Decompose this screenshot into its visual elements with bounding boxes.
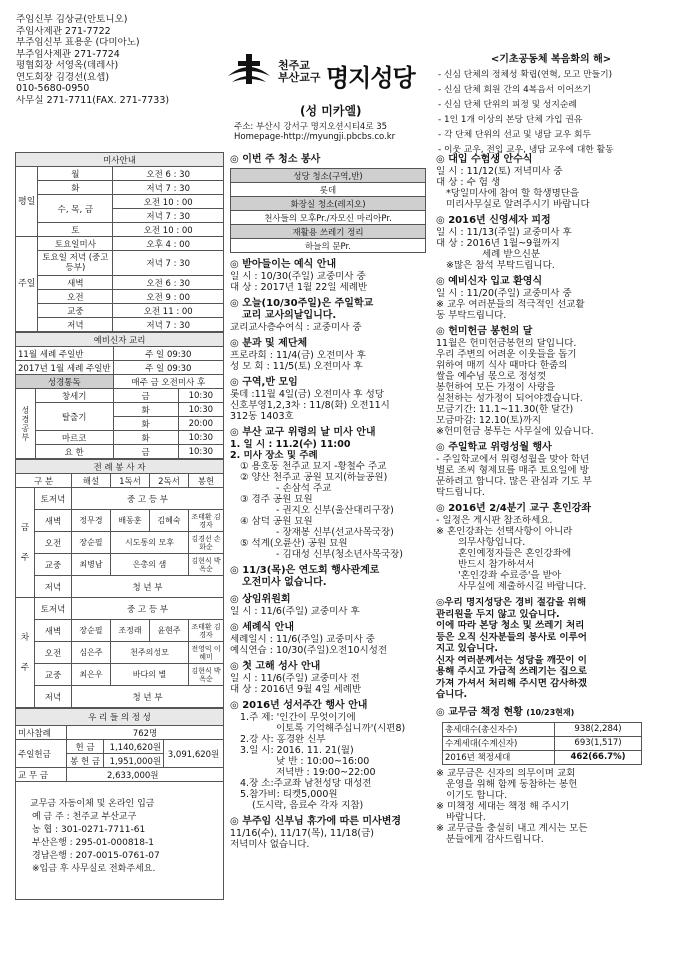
offering-sub: 봉 헌 금	[67, 754, 104, 768]
section-line: '혼인강좌 수료증'을 받아	[458, 570, 562, 581]
right-column: ◎ 대입 수험생 안수식 일 시 : 11/12(토) 저녁미사 중 대 상 : 수 험 생 *당일미사에 참여 할 학생명단을 미리사무실로 알려주시기 바랍니다 ◎ 2016년 신영세자 피정 일 시 : 11/13(주일) 교중미사 후 대 상 : 2016년 1월~9월까지 세례 받으신분 ※많은 참석 부탁드립니다. ◎ 예비신자 입교 환영식 일 시 : 11/20(주일) 교중미사 중 ※ 교우 여러분들의 적극적인 선교활 동 부탁드립니다. ◎ 헌미헌금 봉헌의 달 11월은 헌미헌금봉헌의 달입니다. 우리 주변의 어려운 이웃들을 돕기 위하여 매끼 식사 때마다 한줌의 쌀을 예수님 몫으로 정성껏 봉헌하여 모든 가정이 사랑을 실천하는 성가정이 되어야겠습니다. 모금기간: 11.1~11.30(한 달간) 모금마감: 12.10(토)까지 ※헌미헌금 봉투는 사무실에 있습니다. ◎ 주일학교 위령성월 행사 - 주일학교에서 위령성월을 맞아 학년 별로 조씨 형제묘를 매주 토요일에 방 문하려고 합니다. 많은 관심과 기도 부 탁드립니다. ◎ 2016년 2/4분기 교구 혼인강좌 - 일정은 게시판 참조하세요. ※ 혼인강좌는 선택사항이 아니라 의무사항입니다. 혼인예정자들은 혼인강좌에 반드시 참가하셔서 '혼인강좌 수료증'을 받아 사무실에 제출하시길 바랍니다. ◎우리 명지성당은 경비 절감을 위해 관리원을 두지 않고 있습니다. 이에 따라 본당 청소 및 쓰레기 처리 등은 오직 신자분들의 봉사로 이루어 지고 있습니다. 신자 여러분께서는 성당을 깨끗이 이 용해 주시고 가급적 쓰레기는 집으로 가져 가셔서 처리해 주시면 감사하겠 습니다. ◎ 교무금 책정 현황 (10/23현재) 총세대수(총신자수) 938(2,284) 수계세대(수계신자) 693(1,517) 2016년 책정세대 462(66.7%) ※ 교무금은 신자의 의무이며 교회 운영을 위해 함께 동참하는 봉헌 이기도 합니다. ※ 미책정 세대는 책정 해 주시기 바랍니다. ※ 교무금을 충실히 내고 계시는 모든 분들에게 감사드립니다.	[436, 154, 668, 845]
notice-line: 용해 주시고 가급적 쓰레기는 집으로	[436, 666, 587, 677]
section-title: 부산 교구 위령의 날 미사 안내	[242, 427, 376, 438]
servers-name: 심은주	[72, 642, 111, 664]
servers-title: 전 례 봉 사 자	[16, 460, 224, 474]
section-line: ※헌미헌금 봉투는 사무실에 있습니다.	[436, 426, 594, 437]
staff-name: 표용운 (다미아노)	[64, 37, 140, 48]
servers-header: 1독서	[111, 474, 150, 488]
servers-name: 조태환 김경자	[189, 620, 224, 642]
staff-role: 주임신부	[16, 14, 53, 25]
servers-header: 구 분	[16, 474, 72, 488]
diocese-small: 천주교	[278, 59, 310, 72]
staff-row	[16, 60, 224, 72]
staff-role: 평협회장	[16, 60, 53, 71]
section-line: 일 시 : 11/12(토) 저녁미사 중	[436, 166, 563, 177]
notice-line: 관리원을 두지 않고 있습니다.	[436, 608, 560, 620]
tithe-value: 693(1,517)	[555, 736, 642, 750]
bank-line: 교무금 자동이체 및 온라인 입금	[30, 799, 155, 809]
servers-name: 김현식 박옥순	[189, 554, 224, 576]
section-line: - 손삼석 주교	[276, 483, 332, 494]
servers-name: 최은우	[72, 664, 111, 686]
tithe-value: 462(66.7%)	[555, 750, 642, 764]
bank-line: 부산은행 : 295-01-000818-1	[32, 838, 154, 848]
staff-row	[16, 95, 224, 107]
section-title: 부주임 신부님 휴가에 따른 미사변경	[242, 816, 402, 827]
servers-name: 시도통의 모후	[111, 532, 189, 554]
tithe-key: 총세대수(총신자수)	[443, 722, 555, 736]
section-line: - 김대성 신부(청소년사목국장)	[276, 549, 404, 560]
offering-total: 3,091,620원	[164, 740, 224, 768]
section-title: 분과 및 제단체	[242, 338, 308, 349]
staff-role: 부주임사제관	[16, 48, 72, 60]
section-title: 세례식 안내	[242, 622, 295, 633]
offering-sub: 헌 금	[67, 740, 104, 754]
section-line: 대 상 : 2017년 1월 22일 세례반	[230, 282, 368, 293]
diocese-name: 부산교구	[278, 71, 321, 84]
section-line: 반드시 참가하셔서	[458, 559, 535, 570]
notice-section: ◎ 부산 교구 위령의 날 미사 안내 1. 일 시 : 11.2(수) 11:00 2. 미사 장소 및 주례 ① 용호동 천주교 묘지 -황철수 주교 ② 양산 천주교 공원 묘지(하늘공원) - 손삼석 주교 ③ 경주 공원 묘원 - 권지오 신부(울산대리구장) ④ 삼덕 공원 묘원 - 장재봉 신부(선교사목국장) ⑤ 석계(오륜산) 공원 묘원 - 김대성 신부(청소년사목국장)	[230, 427, 426, 560]
notice-section: ◎ 대입 수험생 안수식 일 시 : 11/12(토) 저녁미사 중 대 상 : 수 험 생 *당일미사에 참여 할 학생명단을 미리사무실로 알려주시기 바랍니다	[436, 154, 668, 210]
section-line: 교리교사층수여식 : 교중미사 중	[230, 322, 362, 333]
section-line: 모금기간: 11.1~11.30(한 달간)	[436, 404, 574, 415]
mass-time: 오전 6 : 30	[113, 276, 224, 290]
section-line: 일 시 : 11/20(주일) 교중미사 중	[436, 288, 572, 299]
section-line: 쌀을 예수님 몫으로 정성껏	[436, 371, 547, 382]
weekday-label: 평일	[16, 167, 38, 237]
notice-line: 신자 여러분께서는 성당을 깨끗이 이	[436, 654, 587, 666]
week-label: 금	[20, 522, 30, 533]
section-line: 예식연습 : 10/30(주일)오전10시성전	[230, 645, 388, 656]
section-line: 문하려고 합니다. 많은 관심과 기도 부	[436, 476, 592, 487]
mass-day: 월	[38, 167, 113, 181]
section-line: 낮 반 : 10:00~16:00	[276, 756, 370, 767]
tithe-note: ※ 교무금은 신자의 의무이며 교회	[436, 767, 576, 779]
section-line: 이토록 기억해주십니까'(시편8)	[276, 723, 406, 734]
mass-time: 저녁 7 : 30	[113, 251, 224, 276]
servers-name: 김혜숙	[150, 510, 189, 532]
notice-section: ◎ 부주임 신부님 휴가에 따른 미사변경 11/16(수), 11/17(목), 11/18(금) 저녁미사 없습니다.	[230, 816, 426, 850]
servers-name: 장순필	[72, 532, 111, 554]
servers-name: 정무경	[72, 510, 111, 532]
bible-study-label: 성경공부	[16, 389, 36, 459]
prayer-item: - 신심 단체 회원 간의 4복음서 이어쓰기	[438, 85, 592, 95]
mass-day: 저녁	[38, 318, 113, 332]
tithe-note: 운영을 위해 함께 동참하는 봉헌	[446, 778, 578, 790]
section-line: *당일미사에 참여 할 학생명단을	[446, 188, 580, 199]
cleaning-title: 이번 주 청소 봉사	[242, 154, 321, 165]
section-title: 2016년 2/4분기 교구 혼인강좌	[448, 503, 592, 514]
section-line: 2. 미사 장소 및 주례	[230, 450, 318, 461]
section-line: 실천하는 성가정이 되어야겠습니다.	[436, 393, 583, 404]
prayer-item: - 신심 단체의 정체성 확립(연혁, 모고 만들기)	[438, 70, 613, 80]
servers-name: 바다의 별	[111, 664, 189, 686]
tithe-note: 바랍니다.	[446, 811, 486, 823]
staff-role: 연도회장	[16, 71, 53, 83]
section-line: - 주일학교에서 위령성월을 맞아 학년	[436, 454, 590, 465]
mass-day: 토	[38, 223, 113, 237]
prayer-item: - 각 단체 단위의 선교 및 냉담 교우 회두	[438, 130, 592, 140]
left-column	[15, 152, 224, 900]
servers-slot: 오전	[35, 642, 72, 664]
section-line: 별로 조씨 형제묘를 매주 토요일에 방	[436, 465, 589, 476]
offering-sub-value: 1,951,000원	[104, 754, 164, 768]
section-line: 4.장 소:주교좌 남천성당 대성전	[240, 778, 372, 789]
staff-name: 271-7724	[74, 48, 120, 60]
staff-name: 271-7722	[64, 25, 111, 37]
mass-time: 오전 10 : 00	[113, 195, 224, 209]
offering-key: 미사참례	[16, 726, 67, 740]
notice-section: ◎ 주일학교 위령성월 행사 - 주일학교에서 위령성월을 맞아 학년 별로 조씨 형제묘를 매주 토요일에 방 문하려고 합니다. 많은 관심과 기도 부 탁드립니다.	[436, 442, 668, 498]
study-day: 금	[113, 389, 178, 403]
prayer-item: - 신심 단체 단위의 피정 및 성지순례	[438, 100, 577, 110]
catechumen-time: 주 일 09:30	[113, 361, 223, 375]
offering-sub-value: 1,140,620원	[104, 740, 164, 754]
servers-name: 김경선 손화순	[189, 532, 224, 554]
tithe-note: ※ 교무금을 충실히 내고 계시는 모든	[436, 822, 588, 834]
section-line: 대 상 : 2016년 9월 4일 세례반	[230, 684, 362, 695]
mass-day: 화	[38, 181, 113, 195]
section-title: 예비신자 입교 환영식	[448, 276, 543, 287]
servers-slot: 토저녁	[35, 598, 72, 620]
section-line: 사무실에 제출하시길 바랍니다.	[458, 581, 587, 592]
section-line: 저녁반 : 19:00~22:00	[276, 767, 376, 778]
servers-group: 중 고 등 부	[72, 488, 224, 510]
section-line: 11/16(수), 11/17(목), 11/18(금)	[230, 828, 374, 839]
staff-row	[16, 72, 224, 84]
notice-section: ◎ 세례식 안내 세례일시 : 11/6(주일) 교중미사 중 예식연습 : 10/30(주일)오전10시성전	[230, 622, 426, 656]
staff-name: 김경선(요셉)	[55, 71, 110, 83]
servers-group: 중 고 등 부	[72, 598, 224, 620]
notice-section: ◎ 2016년 2/4분기 교구 혼인강좌 - 일정은 게시판 참조하세요. ※ 혼인강좌는 선택사항이 아니라 의무사항입니다. 혼인예정자들은 혼인강좌에 반드시 참가하셔서 '혼인강좌 수료증'을 받아 사무실에 제출하시길 바랍니다.	[436, 503, 668, 592]
notice-section: ◎ 11/3(목)은 연도회 행사관계로 오전미사 없습니다.	[230, 565, 426, 589]
section-line: ⑤ 석계(오륜산) 공원 묘원	[240, 538, 348, 549]
section-line: 세례일시 : 11/6(주일) 교중미사 중	[230, 634, 375, 645]
section-line: ※많은 참석 부탁드립니다.	[446, 260, 555, 271]
section-line: 일 시 : 11/13(주일) 교중미사 후	[436, 227, 572, 238]
parish-subtitle: (성 미카엘)	[300, 104, 362, 118]
study-time: 10:30	[178, 431, 223, 445]
section-line: 대 상 : 2016년 1월~9월까지	[436, 238, 560, 249]
study-day: 금	[113, 445, 178, 459]
parish-name: 명지성당	[326, 64, 415, 92]
section-title: 2016년 성서주간 행사 안내	[242, 700, 368, 711]
tithe-value: 938(2,284)	[555, 722, 642, 736]
study-book: 탈출기	[35, 403, 113, 431]
section-title: 구역,반 모임	[242, 377, 298, 388]
study-time: 10:30	[178, 403, 223, 417]
servers-header: 2독서	[150, 474, 189, 488]
section-line: ③ 경주 공원 묘원	[240, 494, 313, 505]
servers-slot: 새벽	[35, 510, 72, 532]
study-day: 화	[113, 403, 178, 417]
parish-address: 주소: 부산시 강서구 명지오션시티4로 35	[234, 122, 388, 132]
staff-list	[16, 14, 224, 106]
study-book: 요 한	[35, 445, 113, 459]
section-title: 11/3(목)은 연도회 행사관계로	[242, 565, 380, 576]
tithe-key: 2016년 책정세대	[443, 750, 555, 764]
offering-value: 762명	[67, 726, 224, 740]
bank-line: 농 협 : 301-0271-7711-61	[32, 825, 146, 835]
section-line: 의무사항입니다.	[458, 537, 526, 548]
section-line: 롯데 :11월 4일(금) 오전미사 후 성당	[230, 389, 384, 400]
notice-section: ◎ 헌미헌금 봉헌의 달 11월은 헌미헌금봉헌의 달입니다. 우리 주변의 어려운 이웃들을 돕기 위하여 매끼 식사 때마다 한줌의 쌀을 예수님 몫으로 정성껏 봉헌하여 모든 가정이 사랑을 실천하는 성가정이 되어야겠습니다. 모금기간: 11.1~11.30(한 달간) 모금마감: 12.10(토)까지 ※헌미헌금 봉투는 사무실에 있습니다.	[436, 326, 668, 437]
servers-slot: 토저녁	[35, 488, 72, 510]
mass-time: 오전 11 : 00	[113, 304, 224, 318]
servers-name: 김현식 박옥순	[189, 664, 224, 686]
mass-time: 저녁 7 : 30	[113, 318, 224, 332]
section-line: 성 모 회 : 11/5(토) 오전미사 후	[230, 361, 363, 372]
section-line: 봉헌하여 모든 가정이 사랑을	[436, 382, 556, 393]
notice-line: ◎우리 명지성당은 경비 절감을 위해	[436, 597, 586, 608]
section-line: 위하여 매끼 식사 때마다 한줌의	[436, 360, 568, 371]
notice-section: ◎ 구역,반 모임 롯데 :11월 4일(금) 오전미사 후 성당 신호부영1,2,3차 : 11/8(화) 오전11시 312동 1403호	[230, 377, 426, 422]
mass-time: 오전 9 : 00	[113, 290, 224, 304]
study-day: 화	[113, 431, 178, 445]
section-line: 프로라회 : 11/4(금) 오전미사 후	[230, 350, 366, 361]
servers-name: 천주의성모	[111, 642, 189, 664]
offering-key: 교 무 금	[16, 768, 67, 782]
notice-line: 지고 있습니다.	[436, 643, 498, 654]
staff-role: 사무실	[16, 94, 44, 106]
servers-header: 해설	[72, 474, 111, 488]
servers-name: 장순필	[72, 620, 111, 642]
staff-row	[16, 14, 224, 26]
section-line: ① 용호동 천주교 묘지 -황철수 주교	[240, 461, 387, 472]
section-line: (도시락, 음료수 각자 지참)	[252, 800, 364, 811]
section-line: 세례 받으신분	[482, 249, 541, 260]
week-label: 차	[20, 632, 30, 643]
study-time: 10:30	[178, 445, 223, 459]
servers-slot: 저녁	[35, 686, 72, 708]
section-line: ② 양산 천주교 공원 묘지(하늘공원)	[240, 472, 388, 483]
section-line: - 권지오 신부(울산대리구장)	[276, 505, 394, 516]
section-line: ※ 교우 여러분들의 적극적인 선교활	[436, 299, 585, 310]
section-title-2: 오전미사 없습니다.	[242, 577, 327, 588]
notice-section: ◎ 첫 고해 성사 안내 일 시 : 11/6(주일) 교중미사 전 대 상 : 2016년 9월 4일 세례반	[230, 661, 426, 695]
prayer-item: - 이웃 교우, 전입 교우, 냉담 교우에 대한 활동	[438, 145, 614, 155]
servers-group: 청 년 부	[72, 686, 224, 708]
section-title: 오늘(10/30주일)은 주일학교	[242, 298, 374, 309]
mass-day: 수, 목, 금	[38, 195, 113, 223]
section-title-2: 교리 교사의날입니다.	[242, 310, 337, 321]
section-line: - 일정은 게시판 참조하세요.	[436, 515, 553, 526]
catechumen-title: 예비신자 교리	[16, 333, 224, 347]
mass-time: 오전 10 : 00	[113, 223, 224, 237]
mass-title: 미사안내	[16, 153, 224, 167]
mass-day: 오전	[38, 290, 113, 304]
prayer-item: - 1인 1개 이상의 본당 단체 가입 권유	[438, 115, 583, 125]
mass-time: 저녁 7 : 30	[113, 209, 224, 223]
tithe-note: 분들에게 감사드립니다.	[446, 833, 544, 845]
notice-section: ◎ 받아들이는 예식 안내 일 시 : 10/30(주일) 교중미사 중 대 상 : 2017년 1월 22일 세례반	[230, 259, 426, 293]
section-title: 주일학교 위령성월 행사	[448, 442, 552, 453]
section-title: 2016년 신영세자 피정	[448, 215, 551, 226]
section-line: 우리 주변의 어려운 이웃들을 돕기	[436, 349, 577, 360]
cleaning-value: 롯데	[231, 183, 426, 197]
parish-homepage: Homepage-http://myungji.pbcbs.co.kr	[234, 132, 396, 142]
staff-row	[16, 37, 224, 49]
bible-reading-time: 매주 금 오전미사 후	[113, 375, 223, 389]
section-title: 상임위원회	[242, 594, 291, 605]
section-line: 5.참가비: 티켓5,000원	[240, 789, 338, 800]
staff-row	[16, 26, 224, 38]
tithe-note: ※ 미책정 세대는 책정 해 주시기	[436, 800, 570, 812]
mass-time: 오후 4 : 00	[113, 237, 224, 251]
servers-name: 배동훈	[111, 510, 150, 532]
section-line: 동 부탁드립니다.	[436, 310, 507, 321]
servers-group: 청 년 부	[72, 576, 224, 598]
notice-line: 이에 따라 본당 청소 및 쓰레기 처리	[436, 620, 585, 631]
section-title: 대입 수험생 안수식	[448, 154, 533, 165]
servers-name: 조태환 김경자	[189, 510, 224, 532]
section-line: 저녁미사 없습니다.	[230, 839, 310, 850]
notice-line: 습니다.	[436, 689, 468, 700]
section-line: - 장재봉 신부(선교사목국장)	[276, 527, 394, 538]
bank-line: 경남은행 : 207-0015-0761-07	[32, 851, 160, 861]
parish-logo-icon	[224, 54, 274, 92]
catechumen-class: 11월 세례 주일반	[16, 347, 114, 361]
cleaning-label: 재활용 쓰레기 정리	[231, 225, 426, 239]
masthead	[222, 52, 432, 152]
prayer-box	[438, 50, 664, 158]
section-line: 모금마감: 12.10(토)까지	[436, 415, 542, 426]
section-line: 탁드립니다.	[436, 487, 485, 498]
servers-slot: 교중	[35, 554, 72, 576]
prayer-title: <기초공동체 복음화의 해>	[490, 54, 612, 65]
servers-slot: 새벽	[35, 620, 72, 642]
staff-name: 김상균(안토니오)	[55, 14, 128, 25]
section-title: 첫 고해 성사 안내	[242, 661, 321, 672]
catechumen-class: 2017년 1월 세례 주일반	[16, 361, 114, 375]
catechumen-time: 주 일 09:30	[113, 347, 223, 361]
bank-info	[15, 782, 224, 900]
mass-day: 새벽	[38, 276, 113, 290]
notice-line: 등은 오직 신자분들의 봉사로 이루어	[436, 631, 587, 643]
staff-name: 271-7711(FAX. 271-7733)	[46, 94, 170, 106]
staff-role: 부주임신부	[16, 37, 62, 48]
servers-header: 봉헌	[189, 474, 224, 488]
servers-name: 전영익 이혜미	[189, 642, 224, 664]
tithe-date: (10/23현재)	[526, 707, 575, 717]
notice-block	[436, 597, 668, 701]
sunday-label: 주일	[16, 237, 38, 332]
week-label: 주	[20, 662, 30, 673]
mass-day: 교중	[38, 304, 113, 318]
section-line: ④ 삼덕 공원 묘원	[240, 516, 313, 527]
study-day: 화	[113, 417, 178, 431]
servers-name: 윤현주	[150, 620, 189, 642]
cleaning-value: 하늘의 문Pr.	[231, 239, 426, 253]
mass-day: 토요일미사	[38, 237, 113, 251]
section-line: 일 시 : 11/6(주일) 교중미사 전	[230, 673, 360, 684]
servers-name: 최병남	[72, 554, 111, 576]
section-line: 3.일 시: 2016. 11. 21(월)	[240, 745, 354, 756]
section-line: 일 시 : 10/30(주일) 교중미사 중	[230, 271, 366, 282]
notice-section: ◎ 상임위원회 일 시 : 11/6(주일) 교중미사 후	[230, 594, 426, 617]
notice-section: ◎ 오늘(10/30주일)은 주일학교 교리 교사의날입니다. 교리교사층수여식 : 교중미사 중	[230, 298, 426, 333]
bank-line: ※입금 후 사무실로 전화주세요.	[32, 864, 156, 874]
tithe-note: 이기도 합니다.	[446, 789, 508, 801]
bank-line: 예 금 주 : 천주교 부산교구	[32, 812, 137, 822]
notice-section: ◎ 분과 및 제단체 프로라회 : 11/4(금) 오전미사 후 성 모 회 : 11/5(토) 오전미사 후	[230, 338, 426, 372]
section-title: 헌미헌금 봉헌의 달	[448, 326, 533, 337]
staff-name: 서영옥(데레사)	[55, 60, 119, 71]
mass-time: 저녁 7 : 30	[113, 181, 224, 195]
section-line: 312동 1403호	[230, 411, 294, 422]
tithe-key: 수계세대(수계신자)	[443, 736, 555, 750]
tithe-title: 교무금 책정 현황	[448, 706, 523, 718]
staff-row	[16, 83, 224, 95]
cleaning-label: 성당 청소(구역,반)	[231, 169, 426, 183]
study-book: 창세기	[35, 389, 113, 403]
section-line: 1.주 제: '인간이 무엇이기에	[240, 712, 356, 723]
section-line: 미리사무실로 알려주시기 바랍니다	[446, 199, 590, 210]
cleaning-label: 화장실 청소(레지오)	[231, 197, 426, 211]
offering-title: 우 리 들 의 정 성	[16, 709, 224, 726]
section-line: 11월은 헌미헌금봉헌의 달입니다.	[436, 338, 577, 349]
mass-time: 오전 6 : 30	[113, 167, 224, 181]
notice-section: ◎ 2016년 신영세자 피정 일 시 : 11/13(주일) 교중미사 후 대 상 : 2016년 1월~9월까지 세례 받으신분 ※많은 참석 부탁드립니다.	[436, 215, 668, 271]
staff-name: 010-5680-0950	[16, 83, 90, 94]
section-title: 받아들이는 예식 안내	[242, 259, 337, 270]
section-line: 1. 일 시 : 11.2(수) 11:00	[230, 439, 351, 450]
staff-row	[16, 49, 224, 61]
middle-column: ◎ 이번 주 청소 봉사 성당 청소(구역,반) 롯데 화장실 청소(레지오) 천사들의 모후Pr./자모신 마리아Pr. 재활용 쓰레기 정리 하늘의 문Pr. ◎ 받아들이는 예식 안내 일 시 : 10/30(주일) 교중미사 중 대 상 : 2017년 1월 22일 세례반 ◎ 오늘(10/30주일)은 주일학교 교리 교사의날입니다. 교리교사층수여식 : 교중미사 중 ◎ 분과 및 제단체 프로라회 : 11/4(금) 오전미사 후 성 모 회 : 11/5(토) 오전미사 후 ◎ 구역,반 모임 롯데 :11월 4일(금) 오전미사 후 성당 신호부영1,2,3차 : 11/8(화) 오전11시 312동 1403호 ◎ 부산 교구 위령의 날 미사 안내 1. 일 시 : 11.2(수) 11:00 2. 미사 장소 및 주례 ① 용호동 천주교 묘지 -황철수 주교 ② 양산 천주교 공원 묘지(하늘공원) - 손삼석 주교 ③ 경주 공원 묘원 - 권지오 신부(울산대리구장) ④ 삼덕 공원 묘원 - 장재봉 신부(선교사목국장) ⑤ 석계(오륜산) 공원 묘원 - 김대성 신부(청소년사목국장) ◎ 11/3(목)은 연도회 행사관계로 오전미사 없습니다. ◎ 상임위원회 일 시 : 11/6(주일) 교중미사 후 ◎ 세례식 안내 세례일시 : 11/6(주일) 교중미사 중 예식연습 : 10/30(주일)오전10시성전 ◎ 첫 고해 성사 안내 일 시 : 11/6(주일) 교중미사 전 대 상 : 2016년 9월 4일 세례반 ◎ 2016년 성서주간 행사 안내 1.주 제: '인간이 무엇이기에 이토록 기억해주십니까'(시편8) 2.강 사: 홍경완 신부 3.일 시: 2016. 11. 21(월) 낮 반 : 10:00~16:00 저녁반 : 19:00~22:00 4.장 소:주교좌 남천성당 대성전 5.참가비: 티켓5,000원 (도시락, 음료수 각자 지참) ◎ 부주임 신부님 휴가에 따른 미사변경 11/16(수), 11/17(목), 11/18(금) 저녁미사 없습니다.	[230, 154, 426, 855]
servers-slot: 교중	[35, 664, 72, 686]
offering-value: 2,633,000원	[67, 768, 224, 782]
cleaning-value: 천사들의 모후Pr./자모신 마리아Pr.	[231, 211, 426, 225]
week-label: 주	[20, 552, 30, 563]
study-book: 마르코	[35, 431, 113, 445]
staff-role: 주임사제관	[16, 25, 62, 37]
servers-name: 은총의 샘	[111, 554, 189, 576]
servers-slot: 저녁	[35, 576, 72, 598]
offering-key: 주일헌금	[16, 740, 67, 768]
notice-line: 가져 가셔서 처리해 주시면 감사하겠	[436, 677, 587, 689]
notice-section: ◎ 예비신자 입교 환영식 일 시 : 11/20(주일) 교중미사 중 ※ 교우 여러분들의 적극적인 선교활 동 부탁드립니다.	[436, 276, 668, 321]
section-line: 일 시 : 11/6(주일) 교중미사 후	[230, 606, 360, 617]
servers-slot: 오전	[35, 532, 72, 554]
study-time: 10:30	[178, 389, 223, 403]
notice-section: ◎ 2016년 성서주간 행사 안내 1.주 제: '인간이 무엇이기에 이토록 기억해주십니까'(시편8) 2.강 사: 홍경완 신부 3.일 시: 2016. 11. 21(월) 낮 반 : 10:00~16:00 저녁반 : 19:00~22:00 4.장 소:주교좌 남천성당 대성전 5.참가비: 티켓5,000원 (도시락, 음료수 각자 지참)	[230, 700, 426, 811]
mass-day: 토요일 저녁 (중고등부)	[38, 251, 113, 276]
section-line: ※ 혼인강좌는 선택사항이 아니라	[436, 526, 573, 537]
section-line: 2.강 사: 홍경완 신부	[240, 734, 326, 745]
bible-reading-label: 성경통독	[16, 375, 114, 389]
section-line: 혼인예정자들은 혼인강좌에	[458, 548, 572, 559]
study-time: 20:00	[178, 417, 223, 431]
section-line: 신호부영1,2,3차 : 11/8(화) 오전11시	[230, 400, 390, 411]
section-line: 대 상 : 수 험 생	[436, 177, 501, 188]
servers-name: 조정래	[111, 620, 150, 642]
